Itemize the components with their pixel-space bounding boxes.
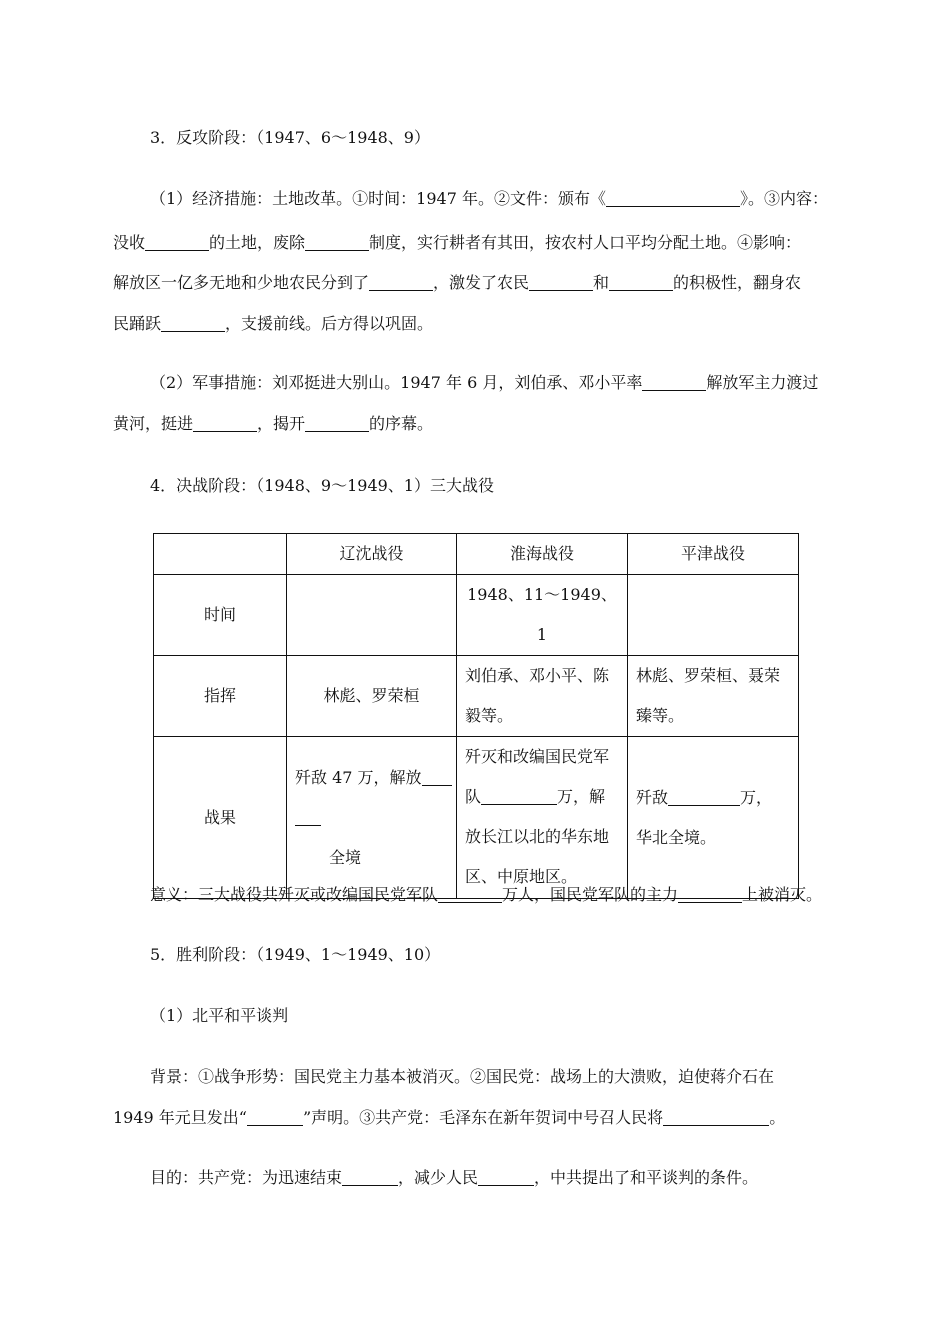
blank-main-force[interactable] [678, 886, 742, 903]
blank-enthusiasm-2[interactable] [609, 274, 673, 291]
blank-enlist[interactable] [161, 315, 225, 332]
cell-huaihai-time: 1948、11～1949、1 [457, 575, 628, 656]
huaihai-command-line2: 毅等。 [465, 706, 514, 725]
cell-huaihai-command [457, 656, 628, 737]
blank-reduce-suffering[interactable] [478, 1169, 534, 1186]
battles-table [153, 533, 799, 899]
huaihai-command-line1: 刘伯承、邓小平、陈 [465, 666, 610, 685]
liaoshen-result-line2 [295, 798, 448, 838]
header-pingjin: 平津战役 [628, 534, 799, 575]
blank-statement[interactable] [247, 1109, 303, 1126]
blank-confiscate[interactable] [145, 234, 209, 251]
blank-liaoshen-region[interactable] [422, 769, 452, 786]
meaning-line: 意义：三大战役共歼灭或改编国民党军队 万人，国民党军队的主力 上被消灭。 [150, 885, 823, 904]
econ-measures-line1: （1）经济措施：土地改革。①时间：1947 年。②文件：颁布《 》。③内容： [150, 189, 829, 208]
pingjin-command-line2: 臻等。 [636, 706, 685, 725]
table-row-result [154, 737, 799, 899]
pingjin-result-line2: 华北全境。 [636, 827, 717, 847]
blank-pingjin-count[interactable] [668, 789, 740, 806]
section-4-title: 4．决战阶段：（1948、9～1949、1）三大战役 [150, 476, 494, 495]
cell-huaihai-result [457, 737, 628, 899]
liaoshen-result-line1: 歼敌 47 万，解放 [295, 758, 448, 798]
huaihai-result-line4: 区、中原地区。 [465, 867, 578, 886]
header-empty [154, 534, 287, 575]
blank-call[interactable] [663, 1109, 769, 1126]
cell-pingjin-result [628, 737, 799, 899]
blank-advance[interactable] [193, 415, 257, 432]
liaoshen-result-line3: 全境 [329, 847, 362, 867]
blank-abolish[interactable] [305, 234, 369, 251]
military-measures-line1: （2）军事措施：刘邓挺进大别山。1947 年 6 月，刘伯承、邓小平率 解放军主力渡过 [150, 373, 819, 392]
econ-measures-line2: 没收 的土地，废除 制度，实行耕者有其田，按农村人口平均分配土地。④影响： [113, 233, 802, 252]
military-measures-line2: 黄河，挺进 ，揭开 的序幕。 [113, 414, 434, 433]
row-label-result: 战果 [154, 737, 287, 899]
cell-pingjin-time[interactable] [628, 575, 799, 656]
blank-total-annihilated[interactable] [438, 886, 502, 903]
blank-enthusiasm-1[interactable] [529, 274, 593, 291]
econ-measures-line4: 民踊跃 ，支援前线。后方得以巩固。 [113, 314, 434, 333]
pingjin-result-line1: 歼敌 万， [636, 787, 773, 807]
cell-liaoshen-time[interactable] [287, 575, 457, 656]
blank-prelude[interactable] [305, 415, 369, 432]
table-row-time [154, 575, 799, 656]
huaihai-result-line3: 放长江以北的华东地 [465, 827, 610, 846]
background-line2: 1949 年元旦发出“ ”声明。③共产党：毛泽东在新年贺词中号召人民将 。 [113, 1108, 786, 1127]
row-label-command: 指挥 [154, 656, 287, 737]
cell-pingjin-command [628, 656, 799, 737]
table-row-command [154, 656, 799, 737]
background-line1: 背景：①战争形势：国民党主力基本被消灭。②国民党：战场上的大溃败，迫使蒋介石在 [150, 1067, 775, 1086]
blank-received[interactable] [369, 274, 433, 291]
cell-liaoshen-command: 林彪、罗荣桓 [287, 656, 457, 737]
header-liaoshen: 辽沈战役 [287, 534, 457, 575]
pingjin-command-line1: 林彪、罗荣桓、聂荣 [636, 666, 781, 685]
row-label-time: 时间 [154, 575, 287, 656]
huaihai-result-line1: 歼灭和改编国民党军 [465, 747, 610, 766]
section-5-title: 5．胜利阶段：（1949、1～1949、10） [150, 945, 441, 964]
blank-end-war[interactable] [342, 1169, 398, 1186]
table-header-row [154, 534, 799, 575]
huaihai-result-line2: 队 万，解 [465, 787, 606, 806]
section-3-title: 3．反攻阶段：（1947、6～1948、9） [150, 128, 430, 147]
blank-liaoshen-region-cont[interactable] [295, 809, 321, 826]
blank-army[interactable] [642, 374, 706, 391]
header-huaihai: 淮海战役 [457, 534, 628, 575]
peiping-negotiation-title: （1）北平和平谈判 [150, 1006, 289, 1025]
blank-document[interactable] [606, 190, 740, 207]
goal-line: 目的：共产党：为迅速结束 ，减少人民 ，中共提出了和平谈判的条件。 [150, 1168, 759, 1187]
cell-liaoshen-result [287, 737, 457, 899]
blank-huaihai-count[interactable] [481, 788, 557, 805]
econ-measures-line3: 解放区一亿多无地和少地农民分到了 ，激发了农民 和 的积极性，翻身农 [113, 273, 802, 292]
